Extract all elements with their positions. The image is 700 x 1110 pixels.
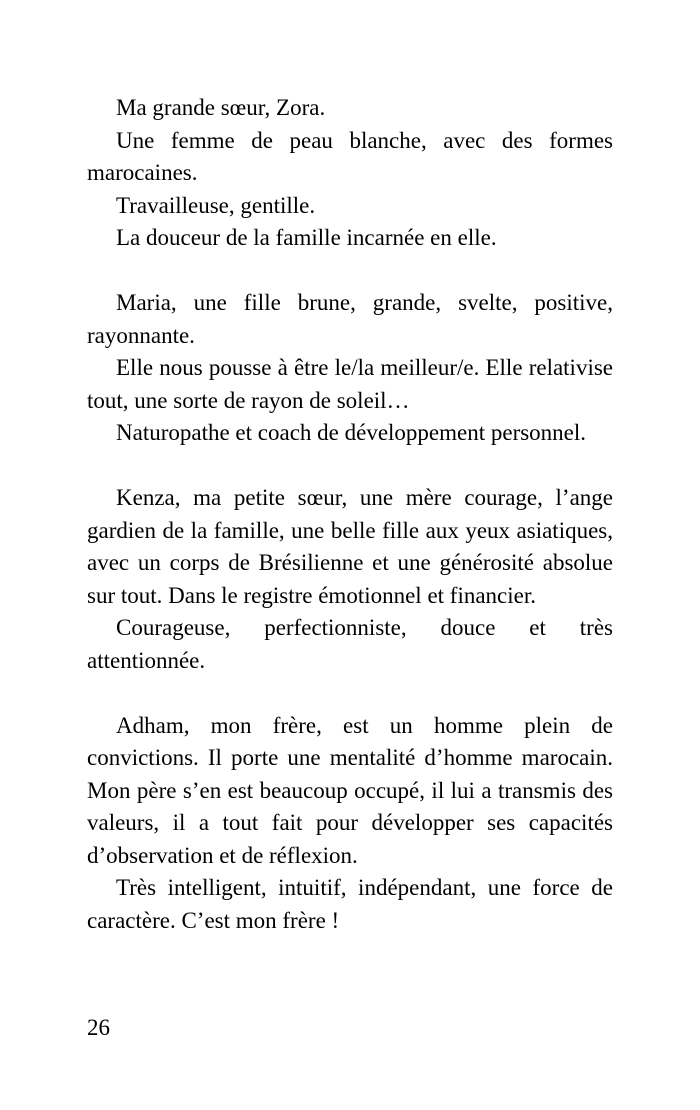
book-page-body: [87, 92, 613, 938]
paragraph: Très intelligent, intuitif, indépendant, une force de caractère. C’est mon frère !: [87, 875, 613, 934]
paragraph: Maria, une fille brune, grande, svelte, positive, rayonnante.: [87, 289, 613, 348]
section-kenza: [87, 482, 613, 678]
paragraph: Travailleuse, gentille.: [116, 192, 316, 218]
paragraph: La douceur de la famille incarnée en elle.: [116, 225, 497, 251]
paragraph: Ma grande sœur, Zora.: [116, 95, 326, 120]
paragraph: Elle nous pousse à être le/la meilleur/e. Elle relativise tout, une sorte de rayon de soleil…: [87, 355, 613, 413]
paragraph: Courageuse, perfectionniste, douce et très attentionnée.: [87, 615, 613, 673]
section-adham: [87, 710, 613, 938]
paragraph: Kenza, ma petite sœur, une mère courage, l’ange gardien de la famille, une belle fille aux yeux asiatiques, avec un corps de Brésilienne et une générosité absolue sur tout. Dans le registre émotionnel et financier.: [87, 484, 613, 608]
section-zora: [87, 92, 613, 255]
page-number: 26: [87, 1015, 110, 1040]
paragraph: Naturopathe et coach de développement personnel.: [116, 420, 587, 446]
paragraph: Une femme de peau blanche, avec des formes marocaines.: [87, 127, 613, 186]
paragraph: Adham, mon frère, est un homme plein de convictions. Il porte une mentalité d’homme marocain. Mon père s’en est beaucoup occupé, il lui a transmis des valeurs, il a tout fait pour développer ses capacités d’observation et de réflexion.: [87, 712, 613, 868]
section-maria: [87, 287, 613, 450]
